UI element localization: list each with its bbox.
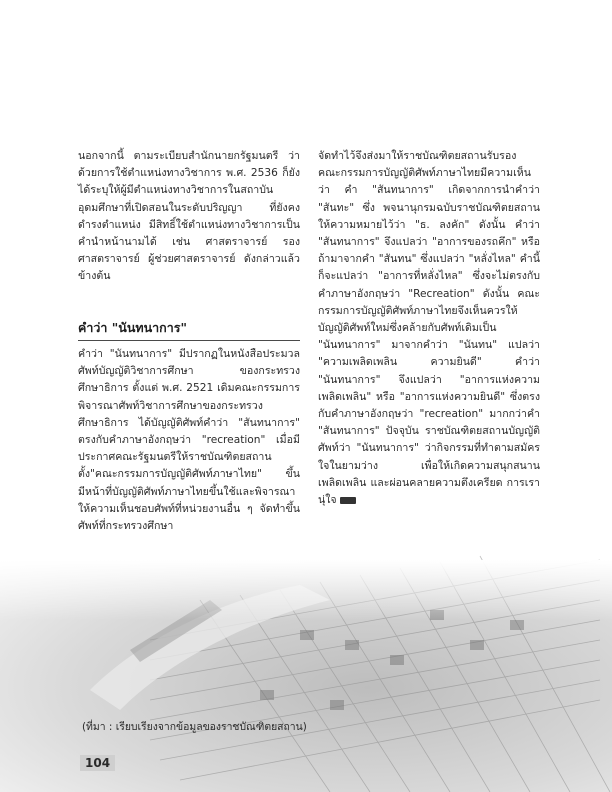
intro-paragraph: นอกจากนี้ ตามระเบียบสำนักนายกรัฐมนตรี ว่าด้วยการใช้ตำแหน่งทางวิชาการ พ.ศ. 2536 ก็ยังได้ระบุให้ผู้มีตำแหน่งทางวิชาการในสถาบันอุดมศึกษาที่เปิดสอนในระดับปริญญา ที่ยังคงดำรงตำแหน่ง มีสิทธิ์ใช้ตำแหน่งทางวิชาการเป็นคำนำหน้านามได้ เช่น ศาสตราจารย์ รองศาสตราจารย์ ผู้ช่วยศาสตราจารย์ ดังกล่าวแล้วข้างต้น xyxy=(78,150,300,283)
continued-arrow-icon xyxy=(340,497,356,504)
section-heading: คำว่า "นันทนาการ" xyxy=(78,320,187,335)
source-note: (ที่มา : เรียบเรียงจากข้อมูลของราชบัณฑิตยสถาน) xyxy=(82,721,307,733)
right-column xyxy=(318,148,540,509)
page-number: 104 xyxy=(80,755,115,771)
right-paragraph: จัดทำไว้จึงส่งมาให้ราชบัณฑิตยสถานรับรอง คณะกรรมการบัญญัติศัพท์ภาษาไทยมีความเห็นว่า คำ "สันทนาการ" เกิดจากการนำคำว่า "สันทะ" ซึ่ง พจนานุกรมฉบับราชบัณฑิตยสถาน ให้ความหมายไว้ว่า "ธ. ลงคัก" ดังนั้น คำว่า "สันทนาการ" จึงแปลว่า "อาการของรถคึก" หรือถ้ามาจากคำ "สันทน" ซึ่งแปลว่า "หลั่งไหล" คำนี้ก็จะแปลว่า "อาการที่หลั่งไหล" ซึ่งจะไม่ตรงกับคำภาษาอังกฤษว่า "Recreation" ดังนั้น คณะกรรมการบัญญัติศัพท์ภาษาไทยจึงเห็นควรให้บัญญัติศัพท์ใหม่ซึ่งคล้ายกับศัพท์เดิมเป็น "นันทนาการ" มาจากคำว่า "นันทน" แปลว่า "ความเพลิดเพลิน ความยินดี" คำว่า "นันทนาการ" จึงแปลว่า "อาการแห่งความเพลิดเพลิน" หรือ "อาการแห่งความยินดี" ซึ่งตรงกับคำภาษาอังกฤษว่า "recreation" มากกว่าคำ "สันทนาการ" ปัจจุบัน ราชบัณฑิตยสถานบัญญัติศัพท์ว่า "นันทนาการ" ว่ากิจกรรมที่ทำตามสมัครใจในยามว่าง เพื่อให้เกิดความสนุกสนานเพลิดเพลิน และผ่อนคลายความตึงเครียด การเรานุ่ใจ xyxy=(318,150,540,507)
left-column-body xyxy=(78,346,300,535)
section-paragraph: คำว่า "นันทนาการ" มีปรากฏในหนังสือประมวลศัพท์บัญญัติวิชาการศึกษา ของกระทรวงศึกษาธิการ ตั้งแต่ พ.ศ. 2521 เดิมคณะกรรมการพิจารณาศัพท์วิชาการศึกษาของกระทรวงศึกษาธิการ ได้บัญญัติศัพท์คำว่า "สันทนาการ" ตรงกับคำภาษาอังกฤษว่า "recreation" เมื่อมีประกาศคณะรัฐมนตรีให้ราชบัณฑิตยสถานตั้ง"คณะกรรมการบัญญัติศัพท์ภาษาไทย" ขึ้น มีหน้าที่บัญญัติศัพท์ภาษาไทยขึ้นใช้และพิจารณาให้ความเห็นชอบศัพท์ที่หน่วยงานอื่น ๆ จัดทำขึ้น ศัพท์ที่กระทรวงศึกษา xyxy=(78,348,300,533)
heading-divider xyxy=(78,340,300,341)
left-column-intro xyxy=(78,148,300,286)
